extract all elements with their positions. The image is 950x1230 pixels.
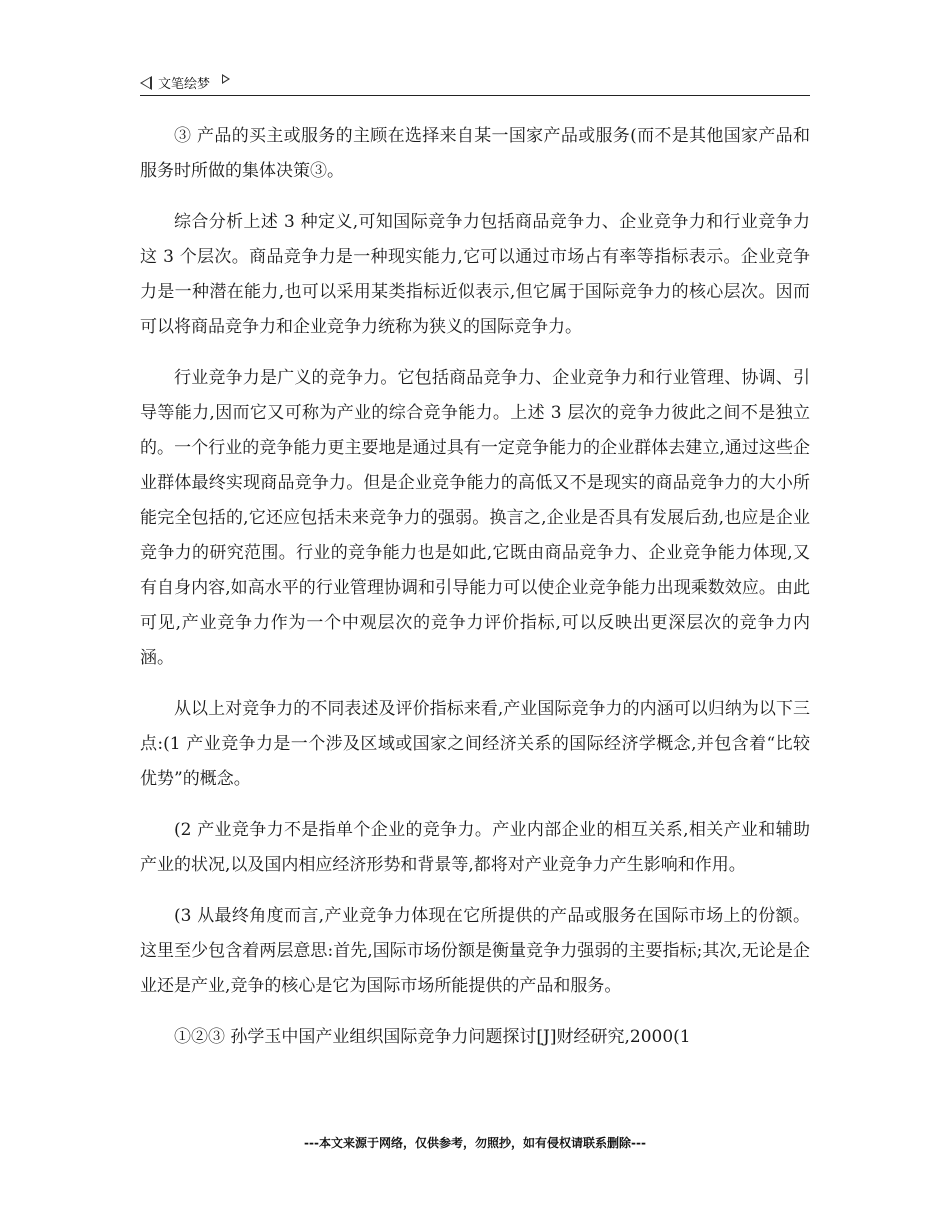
document-body bbox=[140, 119, 810, 1071]
paragraph-4: 从以上对竞争力的不同表述及评价指标来看,产业国际竞争力的内涵可以归纳为以下三点:(1 产业竞争力是一个涉及区域或国家之间经济关系的国际经济学概念,并包含着“比较优势”的概念。 bbox=[140, 699, 810, 789]
paragraph-6: (3 从最终角度而言,产业竞争力体现在它所提供的产品或服务在国际市场上的份额。这里至少包含着两层意思:首先,国际市场份额是衡量竞争力强弱的主要指标;其次,无论是企业还是产业,竞争的核心是它为国际市场所能提供的产品和服务。 bbox=[140, 906, 810, 996]
paragraph-3: 行业竞争力是广义的竞争力。它包括商品竞争力、企业竞争力和行业管理、协调、引导等能力,因而它又可称为产业的综合竞争能力。上述 3 层次的竞争力彼此之间不是独立的。一个行业的竞争能力更主要地是通过具有一定竞争能力的企业群体去建立,通过这些企业群体最终实现商品竞争力。但是企业竞争能力的高低又不是现实的商品竞争力的大小所能完全包括的,它还应包括未来竞争力的强弱。换言之,企业是否具有发展后劲,也应是企业竞争力的研究范围。行业的竞争能力也是如此,它既由商品竞争力、企业竞争能力体现,又有自身内容,如高水平的行业管理协调和引导能力可以使企业竞争能力出现乘数效应。由此可见,产业竞争力作为一个中观层次的竞争力评价指标,可以反映出更深层次的竞争力内涵。 bbox=[140, 368, 810, 668]
triangle-left-icon bbox=[140, 76, 152, 90]
reference-note: ①②③ 孙学玉中国产业组织国际竞争力问题探讨[J]财经研究,2000(1 bbox=[174, 1027, 691, 1047]
page-header bbox=[140, 70, 810, 96]
paragraph-1: ③ 产品的买主或服务的主顾在选择来自某一国家产品或服务(而不是其他国家产品和服务时所做的集体决策③。 bbox=[140, 126, 810, 181]
paragraph-5: (2 产业竞争力不是指单个企业的竞争力。产业内部企业的相互关系,相关产业和辅助产业的状况,以及国内相应经济形势和背景等,都将对产业竞争力产生影响和作用。 bbox=[140, 820, 810, 875]
footer-disclaimer: ---本文来源于网络，仅供参考，勿照抄，如有侵权请联系删除--- bbox=[304, 1136, 646, 1150]
paragraph-2: 综合分析上述 3 种定义,可知国际竞争力包括商品竞争力、企业竞争力和行业竞争力这 3 个层次。商品竞争力是一种现实能力,它可以通过市场占有率等指标表示。企业竞争力是一种潜在能力,也可以采用某类指标近似表示,但它属于国际竞争力的核心层次。因而可以将商品竞争力和企业竞争力统称为狭义的国际竞争力。 bbox=[140, 212, 810, 337]
triangle-right-icon bbox=[222, 74, 230, 84]
header-title: 文笔绘梦 bbox=[158, 77, 211, 92]
